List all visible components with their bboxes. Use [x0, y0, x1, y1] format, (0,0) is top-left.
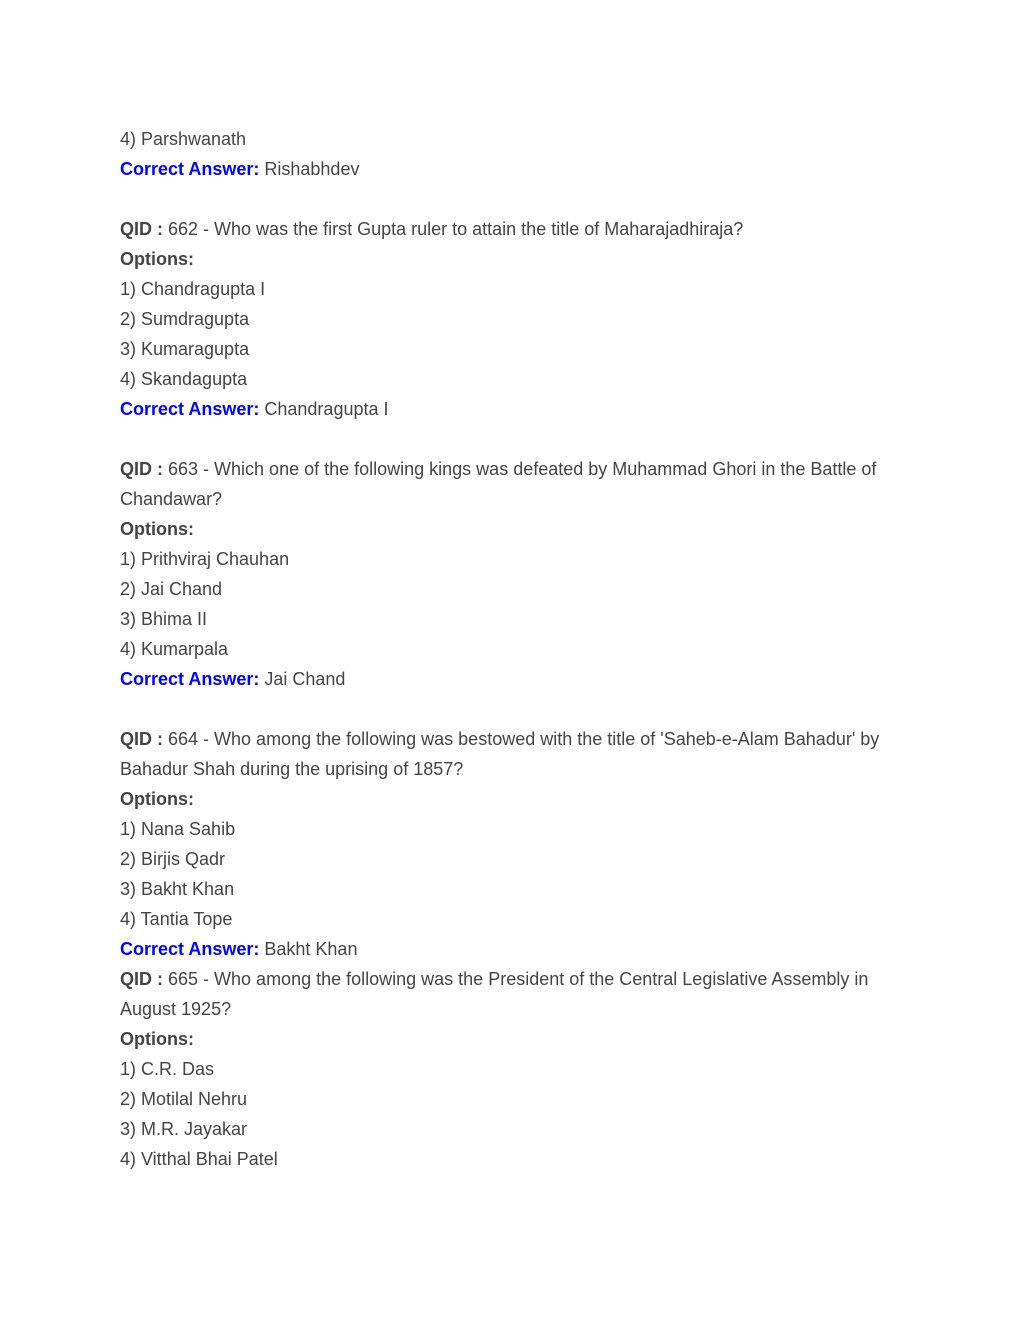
- question-text-continued: Chandawar?: [120, 489, 223, 509]
- correct-answer-line: [120, 154, 910, 184]
- option-line: 3) Bhima II: [120, 609, 208, 629]
- question-text-continued: Bahadur Shah during the uprising of 1857?: [120, 759, 464, 779]
- option-line: 2) Motilal Nehru: [120, 1089, 248, 1109]
- options-label: Options:: [120, 1029, 194, 1049]
- question-line: [120, 454, 910, 484]
- option-line: 4) Vitthal Bhai Patel: [120, 1149, 278, 1169]
- correct-answer-line: [120, 394, 910, 424]
- qid-label: QID :: [120, 969, 163, 989]
- correct-answer-line: [120, 934, 910, 964]
- correct-answer-value: Jai Chand: [264, 669, 346, 689]
- question-line: [120, 964, 910, 994]
- question-block: [120, 454, 910, 694]
- option-line: 4) Skandagupta: [120, 369, 248, 389]
- question-text: 665 - Who among the following was the President of the Central Legislative Assembly in: [168, 969, 869, 989]
- options-label: Options:: [120, 249, 194, 269]
- option-line: 1) C.R. Das: [120, 1059, 215, 1079]
- question-line: [120, 724, 910, 754]
- option-line: 2) Jai Chand: [120, 579, 223, 599]
- option-line: 1) Nana Sahib: [120, 819, 236, 839]
- option-line: 3) Kumaragupta: [120, 339, 250, 359]
- option-line: 3) M.R. Jayakar: [120, 1119, 248, 1139]
- question-block: [120, 214, 910, 424]
- option-line: 1) Prithviraj Chauhan: [120, 549, 290, 569]
- option-line: 1) Chandragupta I: [120, 279, 266, 299]
- option-line: 4) Tantia Tope: [120, 909, 233, 929]
- question-text: 664 - Who among the following was bestowed with the title of 'Saheb-e-Alam Bahadur' by: [168, 729, 880, 749]
- question-text: 662 - Who was the first Gupta ruler to attain the title of Maharajadhiraja?: [168, 219, 744, 239]
- correct-answer-label: Correct Answer:: [120, 669, 260, 689]
- options-label: Options:: [120, 789, 194, 809]
- correct-answer-line: [120, 664, 910, 694]
- question-block: [120, 724, 910, 964]
- qid-label: QID :: [120, 219, 163, 239]
- option-line: 2) Birjis Qadr: [120, 849, 226, 869]
- correct-answer-value: Chandragupta I: [264, 399, 389, 419]
- correct-answer-label: Correct Answer:: [120, 159, 260, 179]
- question-block: [120, 964, 910, 1174]
- options-label: Options:: [120, 519, 194, 539]
- question-line: [120, 214, 910, 244]
- option-line: 2) Sumdragupta: [120, 309, 250, 329]
- option-line: 3) Bakht Khan: [120, 879, 235, 899]
- qid-label: QID :: [120, 459, 163, 479]
- correct-answer-label: Correct Answer:: [120, 399, 260, 419]
- option-line: 4) Kumarpala: [120, 639, 229, 659]
- question-text: 663 - Which one of the following kings was defeated by Muhammad Ghori in the Battle of: [168, 459, 877, 479]
- correct-answer-value: Rishabhdev: [264, 159, 360, 179]
- question-text-continued: August 1925?: [120, 999, 232, 1019]
- correct-answer-label: Correct Answer:: [120, 939, 260, 959]
- correct-answer-value: Bakht Khan: [264, 939, 358, 959]
- qid-label: QID :: [120, 729, 163, 749]
- option-line: 4) Parshwanath: [120, 129, 247, 149]
- document-content: [120, 124, 910, 1174]
